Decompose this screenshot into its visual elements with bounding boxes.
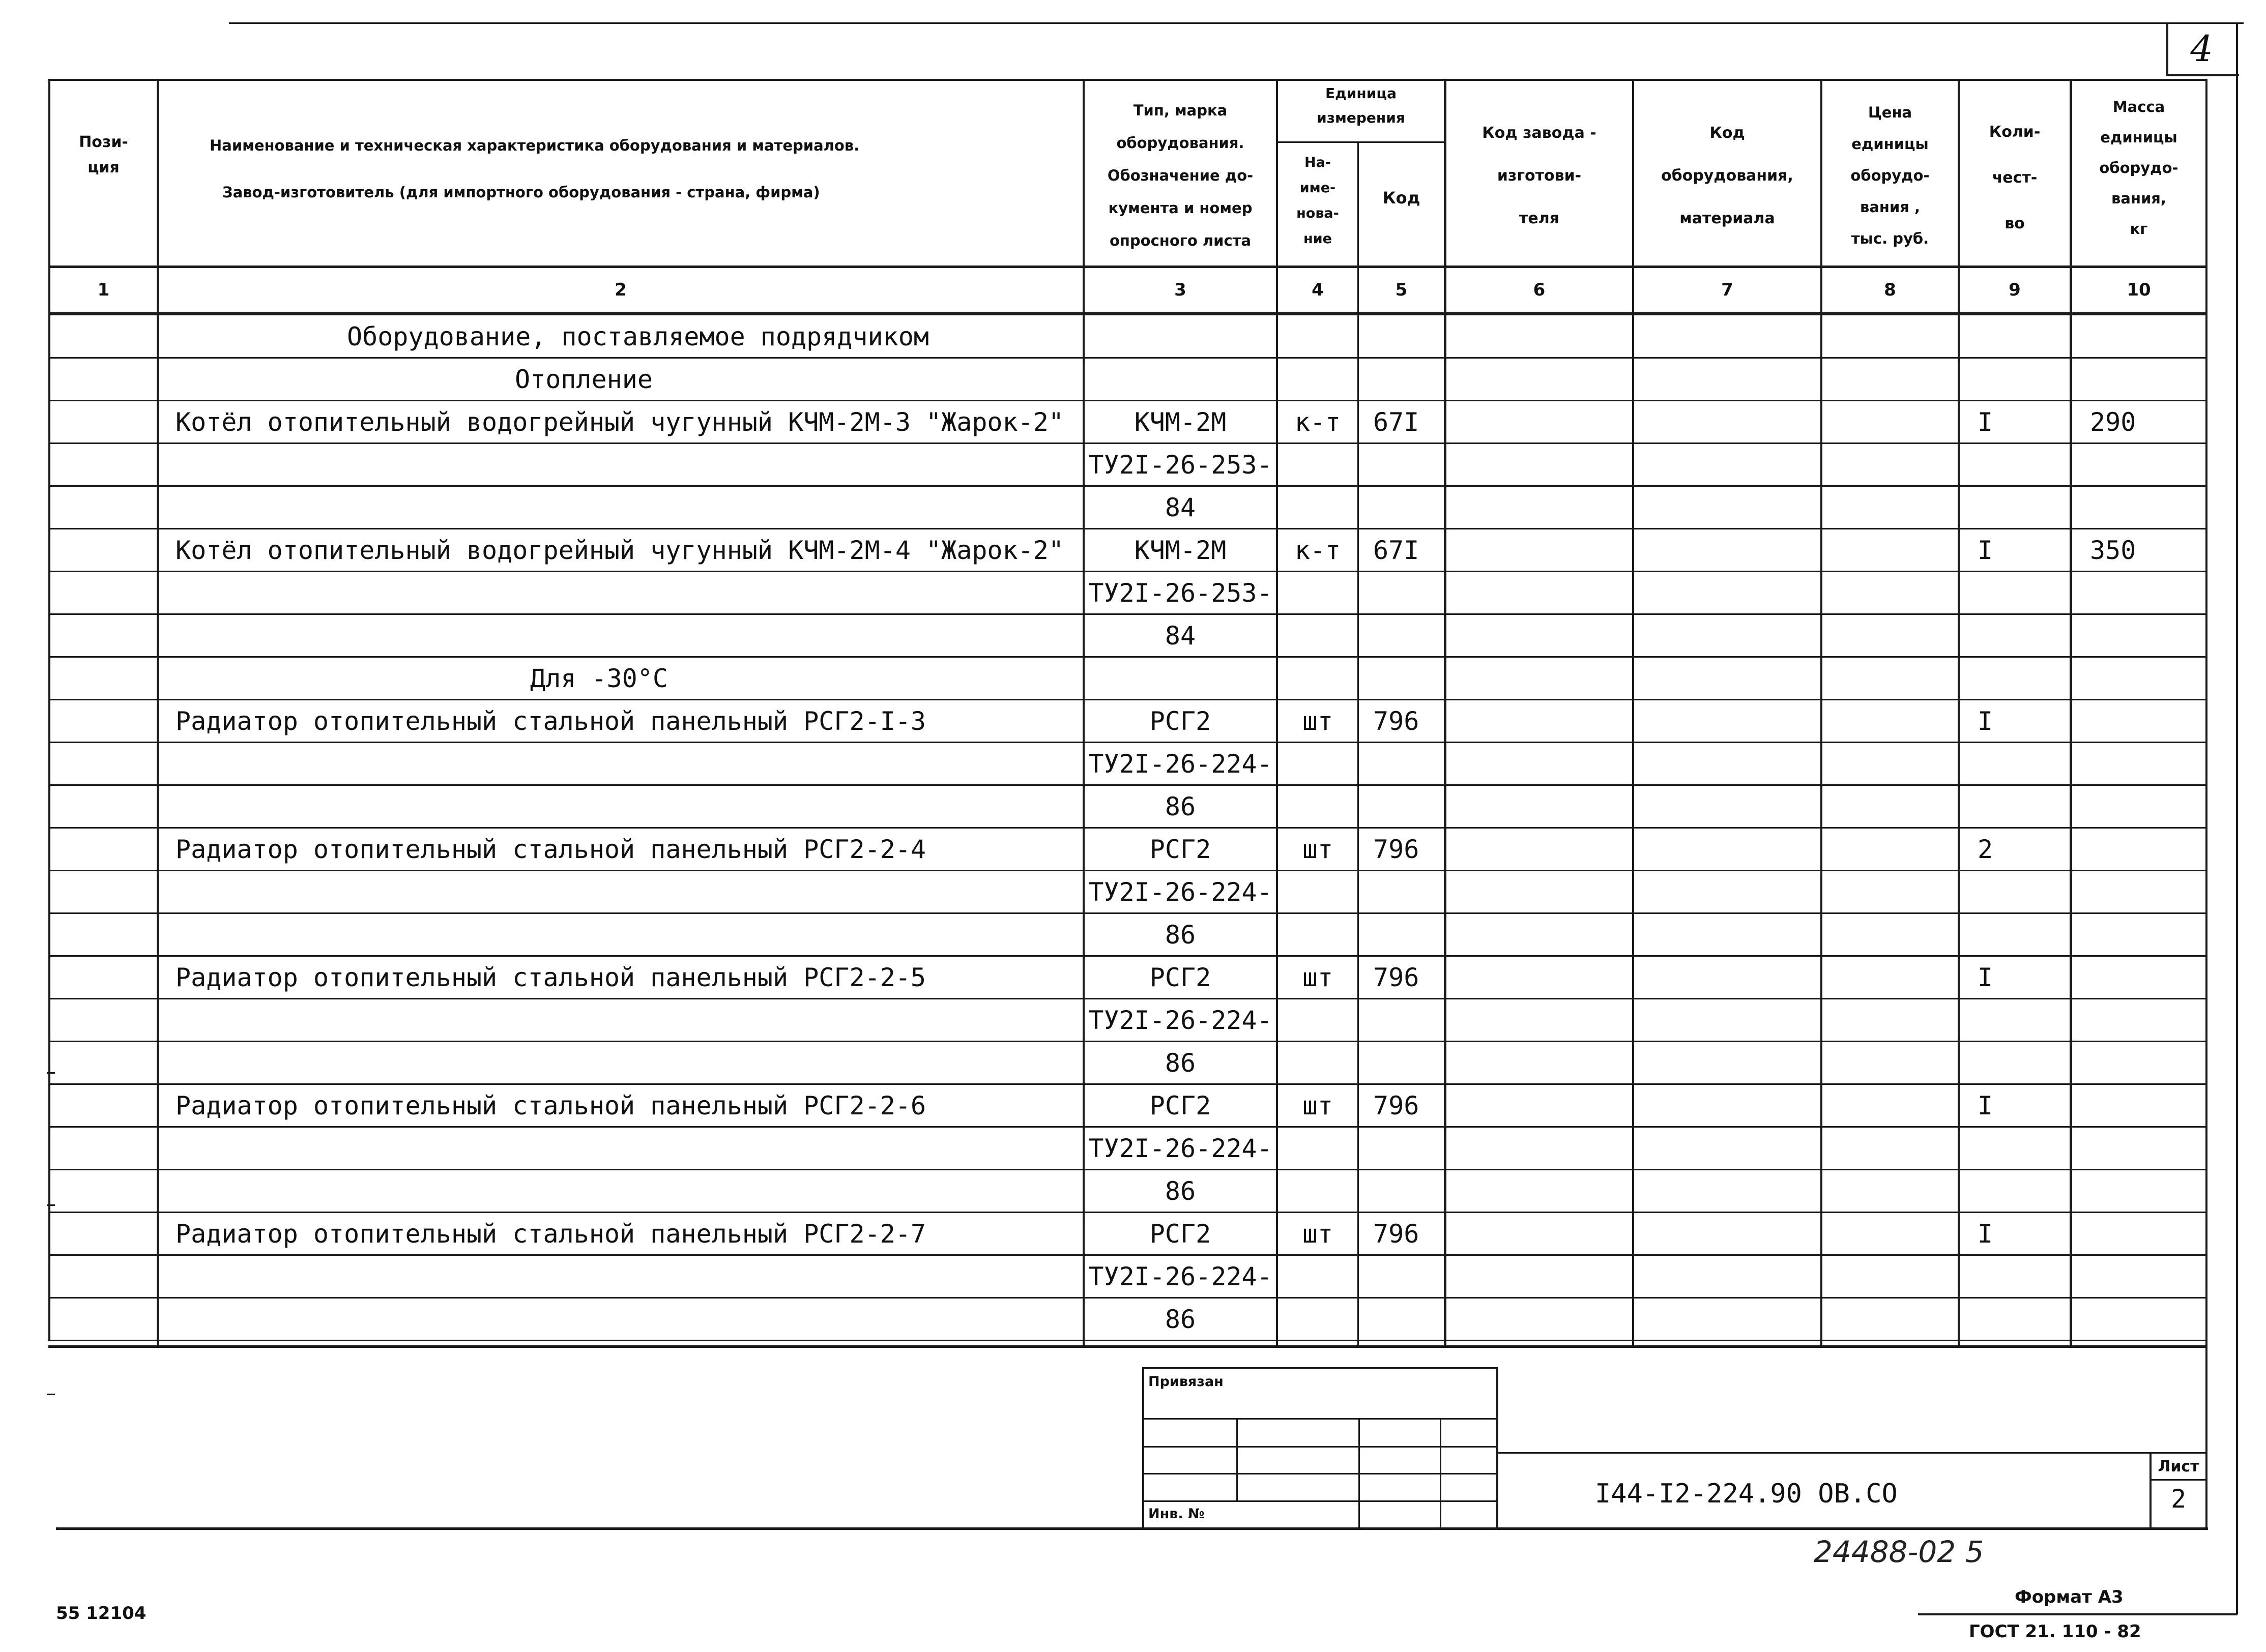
header-type-line3: Обозначение до-: [1107, 167, 1254, 184]
item-type: ТУ2I-26-224-: [1088, 877, 1272, 907]
item-name: Котёл отопительный водогрейный чугунный КЧМ-2М-3 "Жарок-2": [176, 407, 1064, 437]
item-type: КЧМ-2М: [1134, 407, 1227, 437]
header-qty-line1: Коли-: [1989, 123, 2041, 141]
item-type: ТУ2I-26-224-: [1088, 1006, 1272, 1035]
row-line: [48, 1083, 2205, 1085]
item-type: РСГ2: [1149, 706, 1211, 736]
row-line: [48, 827, 2205, 829]
row-line: [48, 656, 2205, 658]
header-pos: [50, 130, 157, 181]
header-qty-line3: во: [2004, 215, 2025, 232]
col-border-10: [2205, 79, 2207, 1528]
header-price-line3: оборудо-: [1850, 167, 1930, 184]
sheet-bottom-line: [56, 1527, 2208, 1530]
item-quantity: I: [1978, 963, 1993, 992]
item-code: 796: [1373, 835, 1419, 864]
title-block-top: [1498, 1452, 2205, 1454]
row-line: [48, 870, 2205, 871]
col-border-6: [1632, 79, 1634, 1345]
item-code: 67I: [1373, 536, 1419, 565]
header-mass-line2: единицы: [2100, 129, 2177, 146]
sheet-label: Лист: [2158, 1458, 2199, 1476]
col-border-0: [48, 79, 50, 1340]
header-price-line2: единицы: [1851, 135, 1929, 153]
row-line: [48, 613, 2205, 615]
header-unit-name-line1: На-: [1304, 155, 1331, 170]
unit-subheader-line: [1277, 141, 1445, 143]
item-unit: шт: [1302, 835, 1333, 864]
item-name: Радиатор отопительный стальной панельный РСГ2-I-3: [176, 706, 926, 736]
header-price-line5: тыс. руб.: [1851, 230, 1929, 247]
numbers-bottom-line: [48, 312, 2205, 315]
item-type: КЧМ-2М: [1134, 536, 1227, 565]
margin-tick: [47, 1204, 55, 1206]
item-unit: шт: [1302, 963, 1333, 992]
header-unit-name-line2: име-: [1299, 180, 1336, 196]
row-line: [48, 571, 2205, 572]
document-designation: I44-I2-224.90 ОВ.СО: [1595, 1479, 1898, 1509]
row-line: [48, 1340, 2205, 1341]
row-line: [48, 1254, 2205, 1256]
item-code: 796: [1373, 706, 1419, 736]
item-type: РСГ2: [1149, 963, 1211, 992]
item-mass: 290: [2090, 407, 2136, 437]
item-mass: 350: [2090, 536, 2136, 565]
col-border-9: [2070, 79, 2072, 1345]
row-line: [48, 699, 2205, 700]
header-mass-line3: оборудо-: [2099, 159, 2178, 176]
colnum-2: 2: [615, 280, 627, 300]
sheet-number: 2: [2170, 1484, 2187, 1514]
item-type: ТУ2I-26-253-: [1088, 450, 1272, 480]
item-type: ТУ2I-26-224-: [1088, 1134, 1272, 1163]
header-name-line2: Завод-изготовитель (для импортного оборудования - страна, фирма): [222, 184, 820, 201]
col-border-7: [1820, 79, 1822, 1345]
header-pos-line2: ция: [88, 159, 120, 176]
row-line: [48, 357, 2205, 359]
item-name: Котёл отопительный водогрейный чугунный КЧМ-2М-4 "Жарок-2": [176, 536, 1064, 565]
item-code: 796: [1373, 1091, 1419, 1120]
handwritten-inventory-number: 24488-02 5: [1814, 1535, 1984, 1569]
item-type: 86: [1165, 1176, 1196, 1206]
colnum-3: 3: [1174, 280, 1186, 300]
item-code: 67I: [1373, 407, 1419, 437]
colnum-1: 1: [97, 280, 110, 300]
header-type-line1: Тип, марка: [1133, 102, 1228, 119]
item-unit: шт: [1302, 706, 1333, 736]
stamp-block: [1142, 1367, 1498, 1529]
item-type: 84: [1165, 621, 1196, 651]
item-quantity: I: [1978, 1091, 1993, 1120]
header-qty-line2: чест-: [1992, 169, 2038, 187]
item-quantity: I: [1978, 536, 1993, 565]
row-line: [48, 742, 2205, 743]
item-type: РСГ2: [1149, 835, 1211, 864]
item-name: Радиатор отопительный стальной панельный РСГ2-2-7: [176, 1219, 926, 1249]
header-unit-group: [1278, 81, 1444, 130]
header-mfr-line1: Код завода -: [1482, 124, 1596, 142]
row-line: [48, 442, 2205, 444]
header-type-line4: кумента и номер: [1108, 199, 1253, 217]
row-line: [48, 1297, 2205, 1299]
stamp-privyazan-label: Привязан: [1148, 1374, 1224, 1390]
item-quantity: 2: [1978, 835, 1993, 864]
header-equip-line2: оборудования,: [1661, 167, 1793, 185]
header-unit-line2: измерения: [1317, 109, 1405, 126]
section-heading: Для -30°С: [530, 664, 668, 693]
col-border-5: [1444, 79, 1446, 1345]
col-border-4: [1357, 142, 1359, 1345]
table-body-bottom: [48, 1345, 2205, 1348]
item-code: 796: [1373, 1219, 1419, 1249]
row-line: [48, 1041, 2205, 1042]
header-mass-line5: кг: [2130, 220, 2148, 238]
colnum-5: 5: [1395, 280, 1408, 300]
table-top-border: [48, 79, 2205, 81]
item-unit: к-т: [1294, 407, 1341, 437]
header-price-line1: Цена: [1868, 104, 1912, 121]
item-name: Радиатор отопительный стальной панельный РСГ2-2-5: [176, 963, 926, 992]
corner-sheet-number: 4: [2190, 28, 2213, 70]
colnum-7: 7: [1721, 280, 1733, 300]
header-mass: [2072, 92, 2205, 244]
margin-tick: [47, 1394, 55, 1395]
header-mfr-line3: теля: [1519, 210, 1559, 227]
header-bottom-line: [48, 266, 2205, 268]
header-mfr-code: [1446, 112, 1632, 240]
row-line: [48, 485, 2205, 487]
header-price-line4: вания ,: [1860, 198, 1920, 216]
header-unit-name-line3: нова-: [1296, 205, 1339, 221]
row-line: [48, 912, 2205, 914]
header-name-line1: Наименование и техническая характеристика оборудования и материалов.: [210, 137, 860, 154]
colnum-9: 9: [2009, 280, 2021, 300]
item-type: ТУ2I-26-224-: [1088, 749, 1272, 779]
header-qty: [1960, 109, 2070, 247]
item-unit: шт: [1302, 1219, 1333, 1249]
header-type-line2: оборудования.: [1116, 134, 1244, 152]
header-mfr-line2: изготови-: [1497, 167, 1582, 185]
row-line: [48, 528, 2205, 529]
row-line: [48, 998, 2205, 999]
header-pos-line1: Пози-: [79, 133, 128, 151]
header-name: [159, 122, 1083, 216]
header-mass-line4: вания,: [2111, 190, 2166, 207]
item-type: РСГ2: [1149, 1219, 1211, 1249]
colnum-10: 10: [2127, 280, 2151, 300]
item-unit: шт: [1302, 1091, 1333, 1120]
item-type: 86: [1165, 1048, 1196, 1078]
header-type: [1085, 94, 1276, 257]
item-quantity: I: [1978, 706, 1993, 736]
header-price: [1822, 97, 1958, 254]
item-type: 86: [1165, 920, 1196, 950]
item-type: 86: [1165, 792, 1196, 821]
row-line: [48, 400, 2205, 401]
stamp-inv-label: Инв. №: [1148, 1506, 1205, 1522]
header-unit-name-line4: ние: [1303, 231, 1332, 247]
section-heading: Оборудование, поставляемое подрядчиком: [347, 322, 929, 351]
header-unit-line1: Единица: [1325, 85, 1397, 102]
item-unit: к-т: [1294, 536, 1341, 565]
left-code: 55 12104: [56, 1603, 147, 1624]
format-label: Формат А3: [2015, 1587, 2124, 1607]
row-line: [48, 1169, 2205, 1170]
colnum-8: 8: [1884, 280, 1896, 300]
margin-tick: [47, 1072, 55, 1074]
row-line: [48, 1126, 2205, 1128]
item-name: Радиатор отопительный стальной панельный РСГ2-2-6: [176, 1091, 926, 1120]
header-equip-code: [1634, 112, 1820, 240]
row-line: [48, 1212, 2205, 1213]
item-quantity: I: [1978, 1219, 1993, 1249]
header-unit-code: Код: [1382, 188, 1420, 208]
row-line: [48, 784, 2205, 786]
item-name: Радиатор отопительный стальной панельный РСГ2-2-4: [176, 835, 926, 864]
gost-label: ГОСТ 21. 110 - 82: [1969, 1621, 2141, 1642]
section-heading: Отопление: [515, 365, 653, 394]
item-code: 796: [1373, 963, 1419, 992]
header-type-line5: опросного листа: [1109, 232, 1252, 249]
colnum-4: 4: [1312, 280, 1324, 300]
item-type: 84: [1165, 493, 1196, 522]
item-type: РСГ2: [1149, 1091, 1211, 1120]
header-mass-line1: Масса: [2112, 98, 2165, 115]
item-type: ТУ2I-26-224-: [1088, 1262, 1272, 1291]
row-line: [48, 955, 2205, 957]
header-unit-name: [1278, 150, 1357, 252]
item-type: 86: [1165, 1305, 1196, 1334]
header-equip-line1: Код: [1709, 124, 1745, 142]
item-quantity: I: [1978, 407, 1993, 437]
colnum-6: 6: [1533, 280, 1546, 300]
header-equip-line3: материала: [1679, 210, 1775, 227]
item-type: ТУ2I-26-253-: [1088, 578, 1272, 608]
